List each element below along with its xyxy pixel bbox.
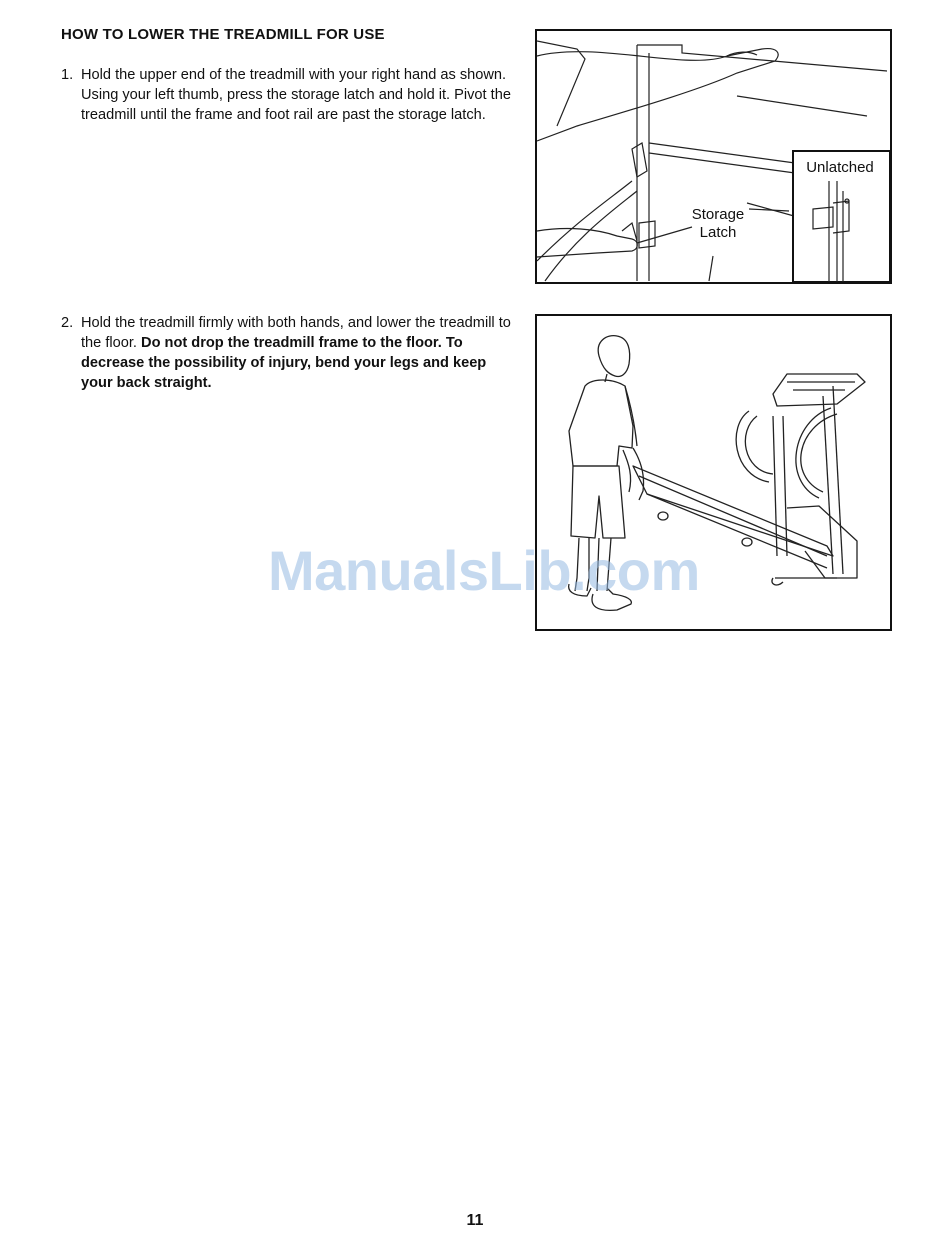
watermark: ManualsLib.com — [268, 539, 700, 602]
page-number: 11 — [466, 1212, 484, 1229]
step-2 — [61, 313, 511, 393]
step-number: 1. — [61, 67, 74, 83]
callout-unlatched: Unlatched — [806, 159, 874, 176]
step-warning: Do not drop the treadmill frame to the floor. To decrease the possibility of injury, bend your legs and keep your back straight. — [81, 335, 487, 391]
step-body — [81, 313, 511, 393]
step-text: Hold the treadmill firmly with both hands, and lower the treadmill to the floor. — [81, 315, 511, 351]
storage-latch-drawing — [537, 31, 890, 282]
step-number: 2. — [61, 315, 74, 331]
step-text: Hold the upper end of the treadmill with your right hand as shown. Using your left thumb, press the storage latch and hold it. Pivot the treadmill until the frame and foot rail are past the storage latch. — [81, 67, 511, 123]
callout-storage-latch: Storage Latch — [691, 206, 745, 241]
storage-latch-illustration — [535, 29, 892, 284]
step-1 — [61, 65, 511, 125]
section-heading: HOW TO LOWER THE TREADMILL FOR USE — [61, 26, 385, 43]
